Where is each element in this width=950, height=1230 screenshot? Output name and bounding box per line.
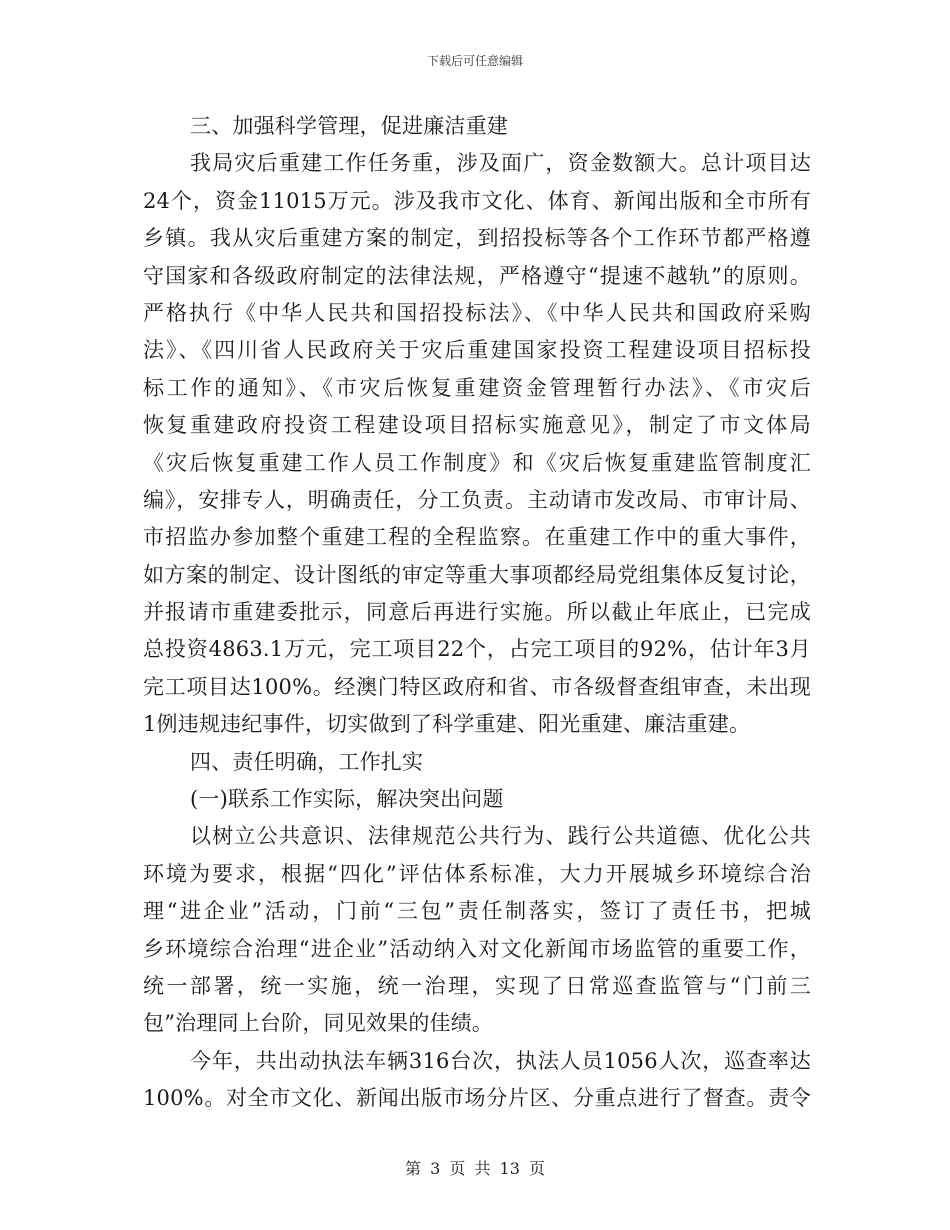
text-line: 理“进企业”活动，门前“三包”责任制落实，签订了责任书，把城 [143,899,811,924]
text-line: 法》、《四川省人民政府关于灾后重建国家投资工程建设项目招标投 [143,338,811,363]
text-line: 24个，资金11015万元。涉及我市文化、体育、新闻出版和全市所有 [143,188,811,213]
text-line: 三、加强科学管理，促进廉洁重建 [190,114,508,138]
text-line: 包”治理同上台阶，同见效果的佳绩。 [143,1011,494,1036]
text-line: 严格执行《中华人民共和国招投标法》、《中华人民共和国政府采购 [143,300,811,325]
text-line: 如方案的制定、设计图纸的审定等重大事项都经局党组集体反复讨论， [143,562,811,587]
text-line: 恢复重建政府投资工程建设项目招标实施意见》，制定了市文体局 [143,413,811,438]
text-line: 以树立公共意识、法律规范公共行为、践行公共道德、优化公共 [190,824,811,849]
text-line: (一)联系工作实际，解决突出问题 [190,787,504,812]
text-line: 乡镇。我从灾后重建方案的制定，到招投标等各个工作环节都严格遵 [143,226,811,251]
text-line: 四、责任明确，工作扎实 [190,749,424,774]
text-line: 乡环境综合治理“进企业”活动纳入对文化新闻市场监管的重要工作， [143,936,811,961]
text-line: 100%。对全市文化、新闻出版市场分片区、分重点进行了督查。责令 [143,1086,811,1111]
text-line: 我局灾后重建工作任务重，涉及面广，资金数额大。总计项目达 [190,151,811,176]
text-line: 标工作的通知》、《市灾后恢复重建资金管理暂行办法》、《市灾后 [143,375,811,400]
text-line: 市招监办参加整个重建工程的全程监察。在重建工作中的重大事件， [143,525,811,550]
text-line: 《灾后恢复重建工作人员工作制度》和《灾后恢复重建监管制度汇 [143,450,811,475]
text-line: 编》，安排专人，明确责任，分工负责。主动请市发改局、市审计局、 [143,487,811,512]
text-line: 守国家和各级政府制定的法律法规，严格遵守“提速不越轨”的原则。 [143,263,811,288]
text-line: 环境为要求，根据“四化”评估体系标准，大力开展城乡环境综合治 [143,861,811,886]
text-line: 1例违规违纪事件，切实做到了科学重建、阳光重建、廉洁重建。 [143,712,751,737]
page-header-note: 下载后可任意编辑 [426,54,523,68]
text-line: 总投资4863.1万元，完工项目22个，占完工项目的92%，估计年3月 [143,637,811,662]
text-line: 完工项目达100%。经澳门特区政府和省、市各级督查组审查，未出现 [143,674,811,699]
text-line: 今年，共出动执法车辆316台次，执法人员1056人次，巡查率达 [190,1048,811,1073]
document-body [143,108,811,1118]
text-line: 统一部署，统一实施，统一治理，实现了日常巡查监管与“门前三 [143,973,811,998]
page-footer: 第 3 页 共 13 页 [405,1159,545,1178]
text-line: 并报请市重建委批示，同意后再进行实施。所以截止年底止，已完成 [143,600,811,625]
